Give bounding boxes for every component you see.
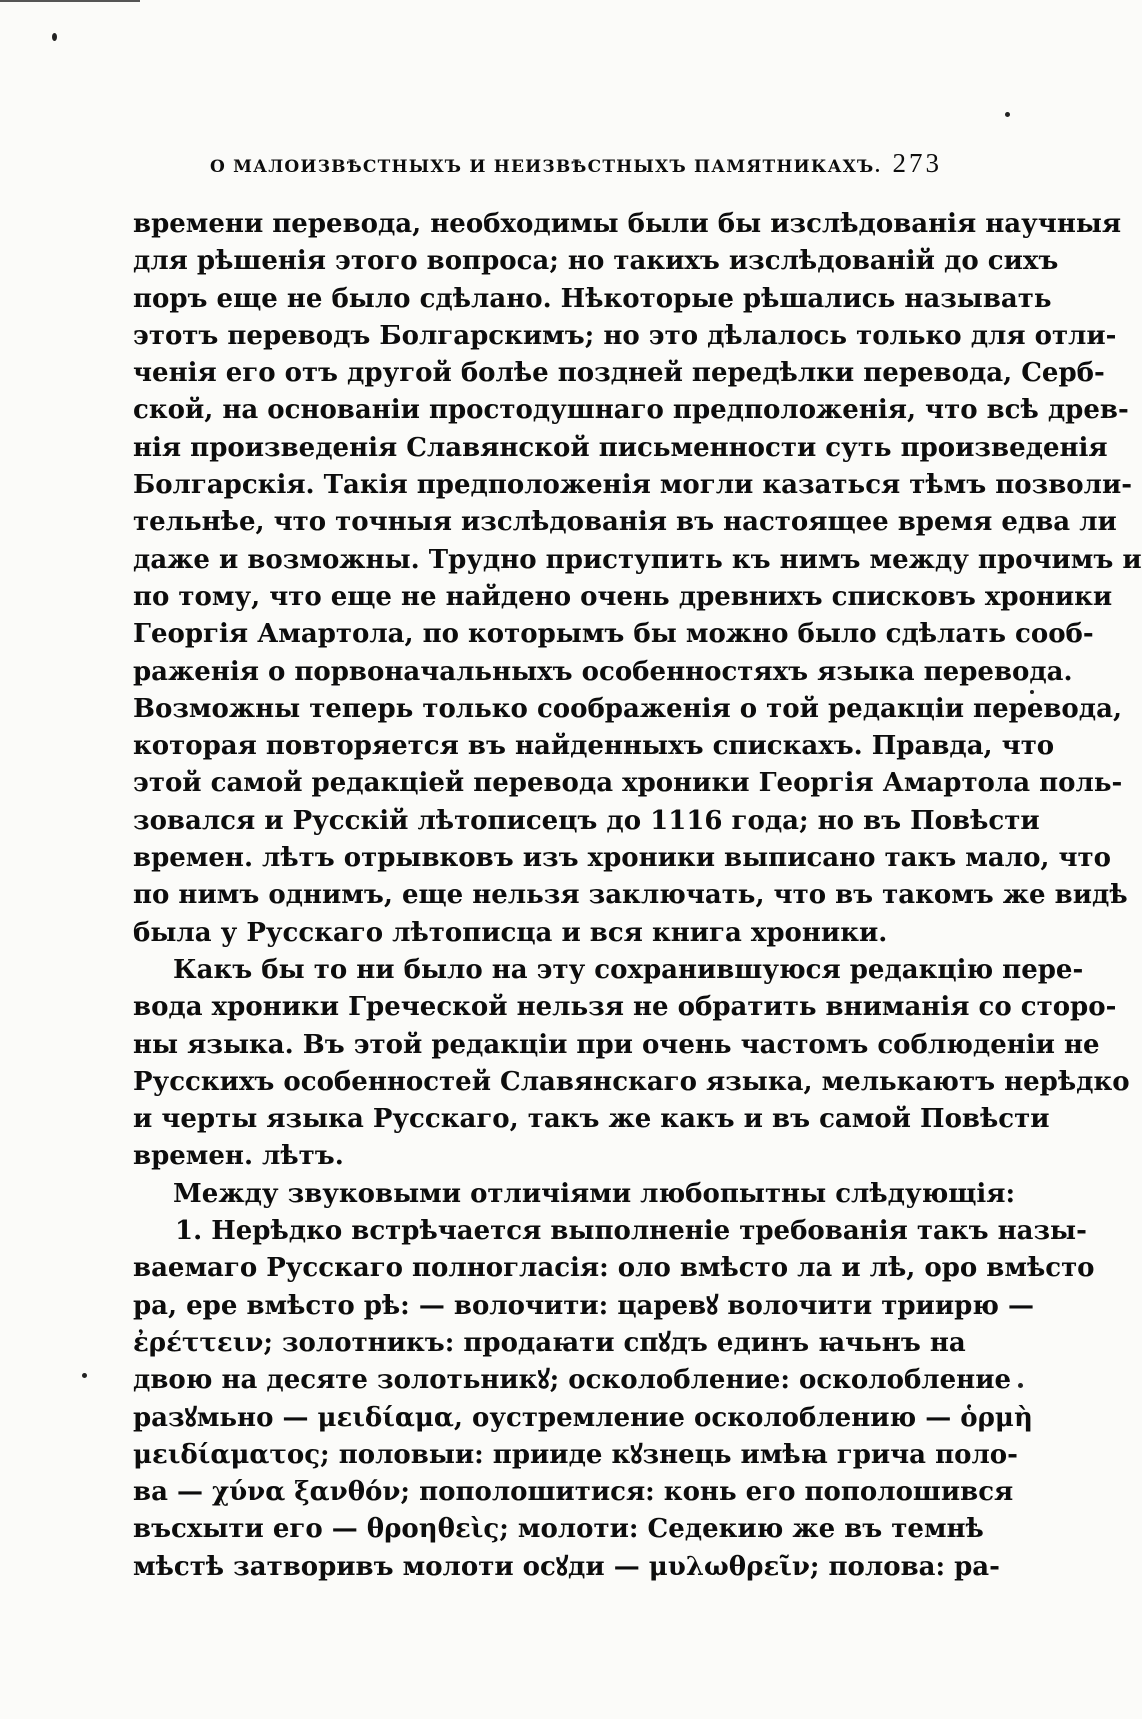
text-line: зовался и Русскій лѣтописецъ до 1116 года; но въ Повѣсти (133, 805, 1040, 836)
text-line: Русскихъ особенностей Славянскаго языка, мелькаютъ нерѣдко (133, 1066, 1130, 1097)
text-line: нія произведенія Славянской письменности суть произведенія (133, 432, 1108, 463)
text-line: ἐρέττειν; золотникъ: продаꙗти спꙋдъ единъ ꙗчьнъ на (133, 1327, 966, 1358)
paragraph (133, 952, 1130, 1176)
text-line: 1. Нерѣдко встрѣчается выполненіе требованія такъ назы- (175, 1216, 1087, 1247)
body-text (133, 206, 1142, 1586)
text-line: по нимъ однимъ, еще нельзя заключать, что въ такомъ же видѣ (133, 880, 1128, 911)
text-line: Между звуковыми отличіями любопытны слѣдующія: (173, 1178, 1016, 1209)
text-line: ва — χύνα ξανθόν; пополошитися: конь его пополошився (133, 1477, 1014, 1508)
text-line: Георгія Амартола, по которымъ бы можно было сдѣлать сооб- (133, 619, 1094, 650)
text-line: которая повторяется въ найденныхъ спискахъ. Правда, что (133, 731, 1055, 762)
text-line: для рѣшенія этого вопроса; но такихъ изслѣдованій до сихъ (133, 246, 1059, 277)
text-line: времен. лѣтъ отрывковъ изъ хроники выписано такъ мало, что (133, 843, 1111, 874)
text-line: была у Русскаго лѣтописца и вся книга хроники. (133, 917, 888, 948)
page-header (210, 148, 942, 179)
text-line: ской, на основаніи простодушнаго предположенія, что всѣ древ- (133, 395, 1129, 426)
text-line: раженія о порвоначальныхъ особенностяхъ языка перевода. (133, 656, 1073, 687)
text-line: мѣстѣ затворивъ молоти осꙋди — μυλωθρεῖν; полова: ра- (133, 1551, 1000, 1582)
text-line: этотъ переводъ Болгарскимъ; но это дѣлалось только для отли- (133, 320, 1117, 351)
text-line: разꙋмьно — μειδίαμα, оустремление осколоблению — ὁρμὴ (133, 1402, 1033, 1433)
text-line: поръ еще не было сдѣлано. Нѣкоторые рѣшались называть (133, 283, 1052, 314)
text-line: вода хроники Греческой нельзя не обратить вниманія со сторо- (133, 992, 1117, 1023)
text-line: Какъ бы то ни было на эту сохранившуюся редакцію пере- (173, 954, 1084, 985)
text-line: времени перевода, необходимы были бы изслѣдованія научныя (133, 209, 1122, 239)
text-line: Болгарскія. Такія предположенія могли казаться тѣмъ позволи- (133, 470, 1133, 501)
scan-top-rule (0, 0, 140, 2)
paragraph (133, 1213, 1095, 1586)
scan-speck (52, 33, 57, 41)
text-line: ны языка. Въ этой редакціи при очень частомъ соблюденіи не (133, 1029, 1100, 1060)
text-line: μειδίαματος; половыи: прииде кꙋзнець имѣꙗ грича поло- (133, 1439, 1018, 1470)
text-line: ченія его отъ другой болѣе поздней передѣлки перевода, Серб- (133, 358, 1105, 389)
text-line: этой самой редакціей перевода хроники Георгія Амартола поль- (133, 768, 1123, 799)
text-line: и черты языка Русскаго, такъ же какъ и въ самой Повѣсти (133, 1104, 1050, 1135)
text-line: двою на десяте золотьникꙋ; осколобление: осколобление (133, 1365, 1012, 1396)
paragraph (133, 206, 1142, 952)
text-line: въсхыти его — θροηθεὶς; молоти: Седекию же въ темнѣ (133, 1514, 984, 1545)
scan-speck (82, 1373, 87, 1378)
text-line: тельнѣе, что точныя изслѣдованія въ настоящее время едва ли (133, 507, 1117, 538)
running-head: О МАЛОИЗВѢСТНЫХЪ И НЕИЗВѢСТНЫХЪ ПАМЯТНИКАХЪ. (210, 157, 882, 177)
text-line: ваемаго Русскаго полногласія: оло вмѣсто ла и лѣ, оро вмѣсто (133, 1253, 1095, 1284)
scan-speck (1018, 1383, 1023, 1388)
text-line: даже и возможны. Трудно приступить къ нимъ между прочимъ и (133, 544, 1142, 575)
text-line: по тому, что еще не найдено очень древнихъ списковъ хроники (133, 581, 1113, 612)
scan-speck (1005, 112, 1010, 117)
text-line: ра, ере вмѣсто рѣ: — волочити: царевꙋ волочити триирю — (133, 1290, 1034, 1321)
text-line: Возможны теперь только соображенія о той редакціи перевода, (133, 693, 1122, 724)
page-number: 273 (892, 148, 942, 178)
text-line: времен. лѣтъ. (133, 1141, 344, 1172)
paragraph (133, 1176, 1016, 1213)
